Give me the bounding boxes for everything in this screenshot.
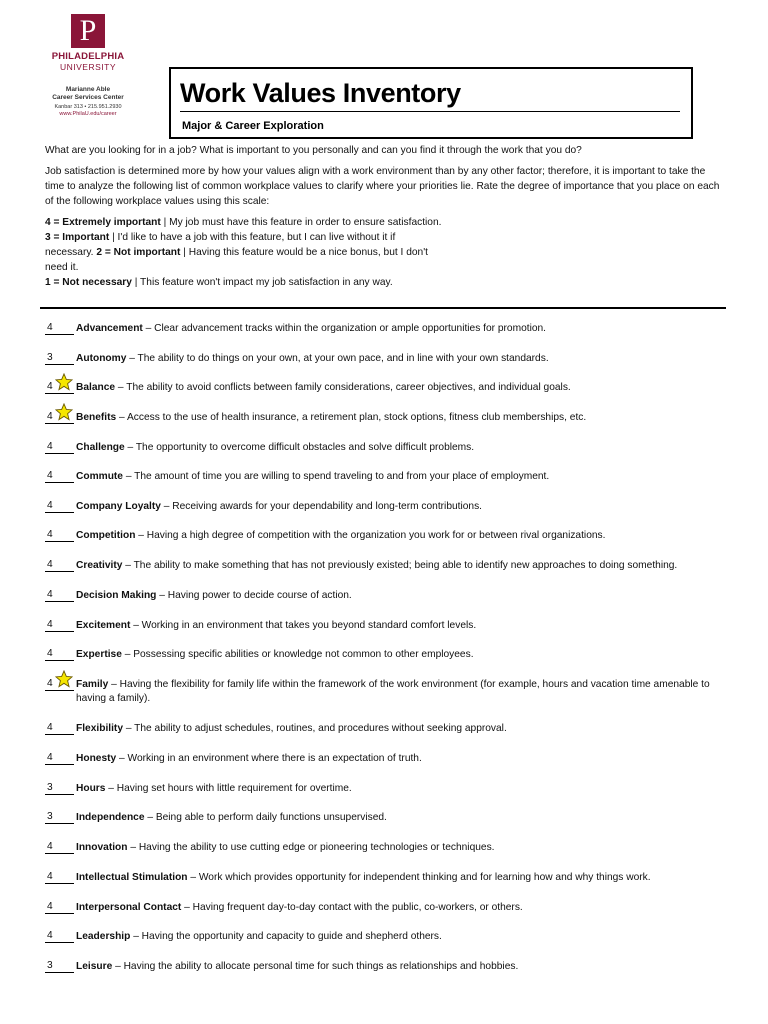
value-text — [76, 470, 726, 484]
value-text — [76, 930, 726, 944]
rating-field[interactable]: 4 — [45, 381, 74, 394]
rating-field[interactable]: 4 — [45, 841, 74, 854]
value-name: Company Loyalty — [76, 501, 161, 512]
intro-explanation: Job satisfaction is determined more by how your values align with a work environment than by any other factor; therefore, it is important to take the time to analyze the following list of common workplace values to clarify where your priorities lie. Rate the degree of importance that you place on each of the following workplace values using this scale: — [45, 166, 720, 207]
value-name: Commute — [76, 471, 123, 482]
career-center-url: www.PhilaU.edu/career — [59, 111, 117, 117]
rating-field[interactable]: 3 — [45, 811, 74, 824]
scale-key-3: 3 = Important — [45, 232, 110, 243]
value-name: Challenge — [76, 442, 125, 453]
rating-field[interactable]: 4 — [45, 619, 74, 632]
value-name: Honesty — [76, 753, 117, 764]
title-rule — [180, 111, 680, 112]
star-icon — [55, 670, 73, 688]
university-logo — [40, 14, 136, 118]
rating-field[interactable]: 3 — [45, 960, 74, 973]
value-name: Benefits — [76, 412, 117, 423]
value-description: – The ability to make something that has not previously existed; being able to identify new approaches to doing something. — [122, 560, 678, 571]
value-description: – Having the ability to use cutting edge or pioneering technologies or techniques. — [127, 842, 495, 853]
scale-desc-1: | This feature won't impact my job satisfaction in any way. — [131, 277, 393, 288]
value-description: – The amount of time you are willing to spend traveling to and from your place of employment. — [122, 471, 550, 482]
rating-field[interactable]: 4 — [45, 722, 74, 735]
value-description: – Possessing specific abilities or knowledge not common to other employees. — [121, 649, 474, 660]
value-name: Flexibility — [76, 723, 123, 734]
intro-question: What are you looking for in a job? What is important to you personally and can you find it through the work that you do? — [45, 145, 582, 156]
value-description: – Having a high degree of competition with the organization you work for or between rival organizations. — [135, 530, 606, 541]
value-text — [76, 500, 726, 514]
value-description: – Working in an environment that takes you beyond standard comfort levels. — [130, 620, 477, 631]
rating-field[interactable]: 4 — [45, 648, 74, 661]
rating-field[interactable]: 4 — [45, 529, 74, 542]
value-text — [76, 722, 726, 736]
rating-field[interactable]: 4 — [45, 500, 74, 513]
value-description: – Working in an environment where there is an expectation of truth. — [116, 753, 422, 764]
value-description: – The ability to avoid conflicts between family considerations, career objectives, and individual goals. — [115, 382, 571, 393]
scale-item-4 — [45, 215, 445, 230]
value-description: – The opportunity to overcome difficult obstacles and solve difficult problems. — [124, 442, 475, 453]
scale-desc-2: | Having this feature would be a nice bonus, but I don't need it. — [45, 247, 428, 273]
rating-field[interactable]: 4 — [45, 930, 74, 943]
rating-field[interactable]: 4 — [45, 441, 74, 454]
value-description: – Clear advancement tracks within the organization or ample opportunities for promotion. — [142, 323, 546, 334]
scale-desc-4: | My job must have this feature in order to ensure satisfaction. — [160, 217, 442, 228]
rating-field[interactable]: 4 — [45, 871, 74, 884]
value-name: Competition — [76, 530, 136, 541]
value-text — [76, 619, 726, 633]
rating-field[interactable]: 3 — [45, 352, 74, 365]
rating-field[interactable]: 4 — [45, 901, 74, 914]
value-description: – The ability to adjust schedules, routines, and procedures without seeking approval. — [123, 723, 507, 734]
scale-desc-3: | I'd like to have a job with this feature, but I can live without it if necessary. — [45, 232, 396, 258]
value-text — [76, 352, 726, 366]
scale-item-3-2 — [45, 230, 445, 275]
value-text — [76, 411, 726, 425]
rating-field[interactable]: 4 — [45, 559, 74, 572]
value-name: Intellectual Stimulation — [76, 872, 188, 883]
rating-field[interactable]: 3 — [45, 782, 74, 795]
value-text — [76, 811, 726, 825]
value-text — [76, 529, 726, 543]
value-description: – Having frequent day-to-day contact with the public, co-workers, or others. — [181, 902, 523, 913]
rating-field[interactable]: 4 — [45, 589, 74, 602]
value-description: – The ability to do things on your own, at your own pace, and in line with your own standards. — [126, 353, 549, 364]
page-subtitle: Major & Career Exploration — [182, 120, 324, 132]
value-text — [76, 901, 726, 915]
logo-university: UNIVERSITY — [59, 62, 116, 72]
value-description: – Work which provides opportunity for independent thinking and for learning how and why things work. — [187, 872, 651, 883]
title-box — [169, 67, 693, 139]
career-center-name-2: Career Services Center — [52, 94, 124, 101]
value-name: Interpersonal Contact — [76, 902, 182, 913]
rating-field[interactable]: 4 — [45, 322, 74, 335]
value-description: – Having the flexibility for family life within the framework of the work environment (for example, hours and vacation time amenable to having a family). — [76, 679, 710, 704]
scale-key-1: 1 = Not necessary — [45, 277, 132, 288]
rating-field[interactable]: 4 — [45, 752, 74, 765]
value-name: Leadership — [76, 931, 131, 942]
value-name: Expertise — [76, 649, 122, 660]
rating-field[interactable]: 4 — [45, 411, 74, 424]
logo-name: PHILADELPHIA — [51, 51, 125, 62]
value-text — [76, 960, 726, 974]
star-icon — [55, 403, 73, 421]
value-name: Family — [76, 679, 109, 690]
value-text — [76, 381, 726, 395]
value-description: – Having the ability to allocate personal time for such things as relationships and hobbies. — [112, 961, 519, 972]
value-text — [76, 648, 726, 662]
scale-item-1 — [45, 275, 445, 290]
section-divider — [40, 307, 726, 309]
value-text — [76, 841, 726, 855]
value-name: Innovation — [76, 842, 128, 853]
value-text — [76, 559, 726, 573]
star-icon — [55, 373, 73, 391]
value-name: Independence — [76, 812, 145, 823]
value-text — [76, 752, 726, 766]
value-text — [76, 322, 726, 336]
value-description: – Having the opportunity and capacity to guide and shepherd others. — [130, 931, 442, 942]
value-text — [76, 678, 726, 706]
rating-field[interactable]: 4 — [45, 470, 74, 483]
scale-key-2: 2 = Not important — [96, 247, 181, 258]
value-description: – Being able to perform daily functions unsupervised. — [144, 812, 387, 823]
value-description: – Having set hours with little requirement for overtime. — [105, 783, 352, 794]
value-text — [76, 871, 726, 885]
value-name: Balance — [76, 382, 116, 393]
value-text — [76, 589, 726, 603]
value-text — [76, 441, 726, 455]
value-name: Hours — [76, 783, 106, 794]
rating-field[interactable]: 4 — [45, 678, 74, 691]
value-name: Creativity — [76, 560, 123, 571]
value-name: Advancement — [76, 323, 143, 334]
logo-mark-icon: P — [71, 14, 105, 48]
value-name: Autonomy — [76, 353, 127, 364]
intro-section — [45, 143, 720, 290]
value-text — [76, 782, 726, 796]
career-center-contact: Kanbar 313 • 215.951.2930 — [54, 104, 122, 110]
value-name: Decision Making — [76, 590, 157, 601]
value-description: – Having power to decide course of action. — [156, 590, 352, 601]
scale-key-4: 4 = Extremely important — [45, 217, 161, 228]
value-name: Leisure — [76, 961, 113, 972]
value-description: – Receiving awards for your dependability and long-term contributions. — [160, 501, 483, 512]
career-center-name-1: Marianne Able — [65, 86, 111, 93]
rating-scale — [45, 215, 445, 290]
value-description: – Access to the use of health insurance, a retirement plan, stock options, fitness club memberships, etc. — [116, 412, 587, 423]
page-title: Work Values Inventory — [180, 78, 461, 108]
value-name: Excitement — [76, 620, 131, 631]
